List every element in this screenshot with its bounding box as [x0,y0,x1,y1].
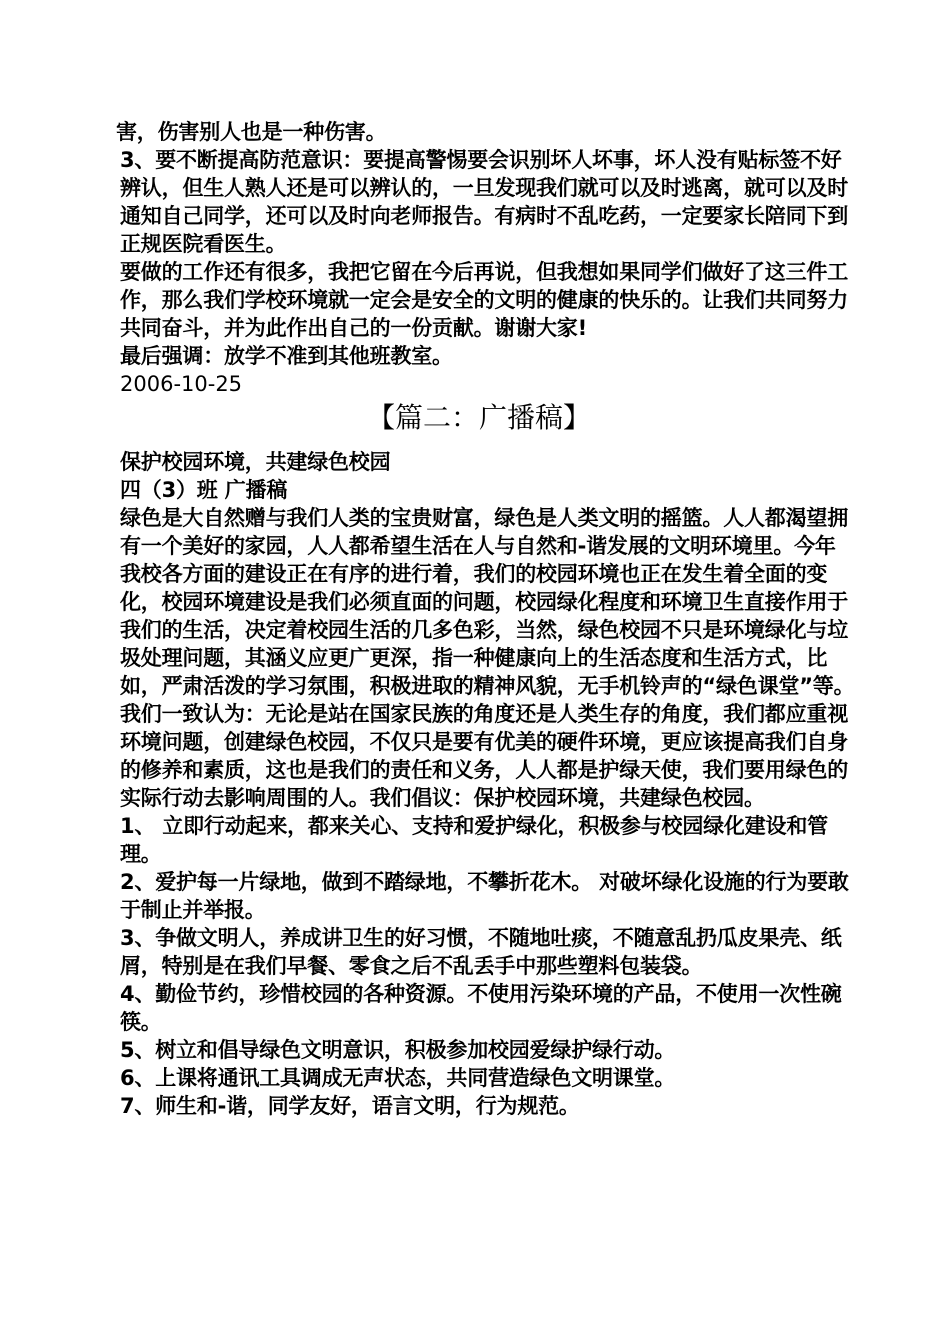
paragraph-closing: 要做的工作还有很多，我把它留在今后再说，但我想如果同学们做好了这三件工作，那么我们学校环境就一定会是安全的文明的健康的快乐的。让我们共同努力共同奋斗，并为此作出自己的一份贡献。谢谢大家! [120,260,848,340]
list-item: 3、争做文明人，养成讲卫生的好习惯，不随地吐痰，不随意乱扔瓜皮果壳、纸屑，特别是在我们早餐、零食之后不乱丢手中那些塑料包装袋。 [120,926,842,978]
paragraph-item-3: 3、要不断提高防范意识：要提高警惕要会识别坏人坏事，坏人没有贴标签不好辨认，但生人熟人还是可以辨认的，一旦发现我们就可以及时逃离，就可以及时通知自己同学，还可以及时向老师报告。有病时不乱吃药，一定要家长陪同下到正规医院看医生。 [120,148,848,256]
paragraph-emphasis: 最后强调：放学不准到其他班教室。 [120,344,453,368]
list-item: 5、树立和倡导绿色文明意识，积极参加校园爱绿护绿行动。 [120,1038,676,1062]
list-item: 2、爱护每一片绿地，做到不踏绿地，不攀折花木。 对破坏绿化设施的行为要敢于制止并举报。 [120,870,849,922]
paragraph-body: 绿色是大自然赠与我们人类的宝贵财富，绿色是人类文明的摇篮。人人都渴望拥有一个美好的家园，人人都希望生活在人与自然和-谐发展的文明环境里。今年我校各方面的建设正在有序的进行着，我们的校园环境也正在发生着全面的变化，校园环境建设是我们必须直面的问题，校园绿化程度和环境卫生直接作用于我们的生活，决定着校园生活的几多色彩，当然，绿色校园不只是环境绿化与垃圾处理问题，其涵义应更广更深，指一种健康向上的生活态度和生活方式，比如，严肃活泼的学习氛围，积极进取的精神风貌，无手机铃声的“绿色课堂”等。我们一致认为：无论是站在国家民族的角度还是人类生存的角度，我们都应重视环境问题，创建绿色校园，不仅只是要有优美的硬件环境，更应该提高我们自身的修养和素质，这也是我们的责任和义务，人人都是护绿天使，我们要用绿色的实际行动去影响周围的人。我们倡议：保护校园环境，共建绿色校园。 [120,506,855,810]
document-page [116,118,856,1120]
paragraph-continuation: 害，伤害别人也是一种伤害。 [116,120,387,144]
list-item: 6、上课将通讯工具调成无声状态，共同营造绿色文明课堂。 [120,1066,676,1090]
list-item: 1、 立即行动起来，都来关心、支持和爱护绿化，积极参与校园绿化建设和管理。 [120,814,828,866]
section-heading: 保护校园环境，共建绿色校园 [120,450,391,474]
class-line: 四（3）班 广播稿 [120,478,288,502]
list-item: 7、师生和-谐，同学友好，语言文明，行为规范。 [120,1094,580,1118]
section-title: 【篇二：广播稿】 [366,401,591,434]
list-item: 4、勤俭节约，珍惜校园的各种资源。不使用污染环境的产品，不使用一次性碗筷。 [120,982,842,1034]
document-date: 2006-10-25 [120,372,243,396]
